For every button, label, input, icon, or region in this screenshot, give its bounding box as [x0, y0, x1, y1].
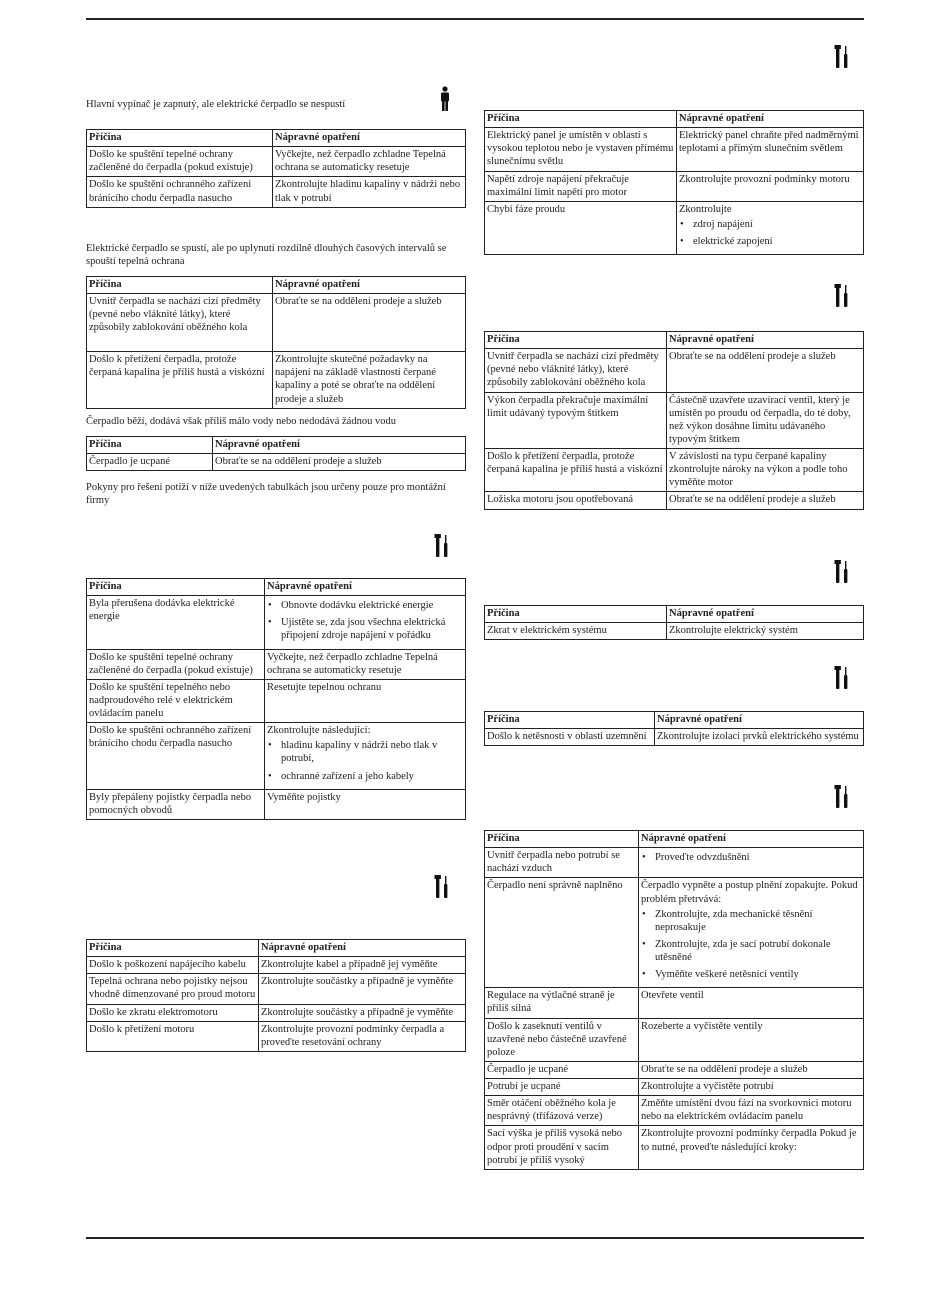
col-cause: Příčina — [485, 111, 677, 128]
col-remedy: Nápravné opatření — [265, 579, 466, 596]
tools-icon — [833, 665, 851, 691]
tools-icon — [433, 874, 451, 900]
table-row: Zkrat v elektrickém systému Zkontrolujte elektrický systém — [485, 623, 864, 640]
table-row: Potrubí je ucpané Zkontrolujte a vyčistěte potrubí — [485, 1079, 864, 1096]
table-right-3 — [484, 605, 864, 640]
table-row: Došlo ke spuštění ochranného zařízení bránícího chodu čerpadla nasucho Zkontrolujte hladinu kapaliny v nádrži nebo tlak v potrubí — [87, 177, 466, 207]
table-row: Došlo k zaseknutí ventilů v uzavřené nebo částečně uzavřené poloze Rozeberte a vyčistěte ventily — [485, 1018, 864, 1061]
table-row: Čerpadlo je ucpané Obraťte se na oddělení prodeje a služeb — [485, 1061, 864, 1078]
table-left-2 — [86, 276, 466, 409]
table-row: Došlo k přetížení motoru Zkontrolujte provozní podmínky čerpadla a proveďte resetování ochrany — [87, 1021, 466, 1051]
tools-icon — [833, 784, 851, 810]
table-right-5 — [484, 830, 864, 1170]
table-row: Čerpadlo je ucpané Obraťte se na oddělení prodeje a služeb — [87, 454, 466, 471]
table-row: Došlo ke spuštění tepelné ochrany začleněné do čerpadla (pokud existuje) Vyčkejte, než čerpadlo zchladne Tepelná ochrana se automaticky resetuje — [87, 649, 466, 679]
table-row: Došlo k netěsnosti v oblasti uzemnění Zkontrolujte izolaci prvků elektrického systému — [485, 729, 864, 746]
table-row: Sací výška je příliš vysoká nebo odpor proti proudění v sacím potrubí je příliš vysoký Zkontrolujte provozní podmínky čerpadla Pokud je to nutné, proveďte následující kroky: — [485, 1126, 864, 1169]
table-left-4 — [86, 578, 466, 820]
person-icon — [436, 86, 454, 112]
col-cause: Příčina — [485, 606, 667, 623]
intro-text: Hlavní vypínač je zapnutý, ale elektrické čerpadlo se nespustí — [86, 99, 346, 110]
col-cause: Příčina — [87, 130, 273, 147]
table-left-1 — [86, 129, 466, 208]
table-row: Uvnitř čerpadla se nachází cizí předměty (pevné nebo vláknité látky), které způsobily zablokování oběžného kola Obraťte se na oddělení prodeje a služeb — [485, 349, 864, 392]
table-right-1 — [484, 110, 864, 255]
bottom-rule — [86, 1237, 864, 1239]
table-row: Tepelná ochrana nebo pojistky nejsou vhodně dimenzované pro proud motoru Zkontrolujte součástky a případně je vyměňte — [87, 974, 466, 1004]
col-cause: Příčina — [485, 332, 667, 349]
table-right-4 — [484, 711, 864, 746]
table-row: Napětí zdroje napájení překračuje maximální limit napětí pro motor Zkontrolujte provozní podmínky motoru — [485, 171, 864, 201]
paragraph: Čerpadlo běží, dodává však příliš málo vody nebo nedodává žádnou vodu — [86, 416, 396, 427]
table-row: Čerpadlo není správně naplněno Čerpadlo vypněte a postup plnění zopakujte. Pokud problém přetrvává: • Zkontrolujte, zda mechanické těsnění neprosakuje • Zkontrolujte, zda je sací potrubí dokonale utěsněné • Vyměňte veškeré netěsnící ventily — [485, 878, 864, 988]
table-row: Došlo ke zkratu elektromotoru Zkontrolujte součástky a případně je vyměňte — [87, 1004, 466, 1021]
col-remedy: Nápravné opatření — [273, 277, 466, 294]
col-cause: Příčina — [87, 579, 265, 596]
table-row: Elektrický panel je umístěn v oblasti s vysokou teplotou nebo je vystaven přímému slunečnímu světlu Elektrický panel chraňte před nadměrnými teplotami a přímým slunečním světlem — [485, 128, 864, 171]
col-remedy: Nápravné opatření — [259, 940, 466, 957]
table-row: Výkon čerpadla překračuje maximální limit udávaný typovým štítkem Částečně uzavřete uzavírací ventil, který je umístěn po proudu od čerpadla, do té doby, než výkon dosáhne limitu udávaného typovým štítkem — [485, 392, 864, 449]
table-row: Uvnitř čerpadla se nachází cizí předměty (pevné nebo vláknité látky), které způsobily zablokování oběžného kola Obraťte se na oddělení prodeje a služeb — [87, 294, 466, 352]
paragraph: Pokyny pro řešení potíží v níže uvedených tabulkách jsou určeny pouze pro montážní firmy — [86, 482, 446, 507]
table-row: Došlo k přetížení čerpadla, protože čerpaná kapalina je příliš hustá a viskózní V závislosti na typu čerpané kapaliny zkontrolujte nároky na výkon a podle toho vyměňte motor — [485, 449, 864, 492]
tools-icon — [833, 559, 851, 585]
col-remedy: Nápravné opatření — [677, 111, 864, 128]
table-row: Uvnitř čerpadla nebo potrubí se nachází vzduch • Proveďte odvzdušnění — [485, 848, 864, 878]
table-row: Byly přepáleny pojistky čerpadla nebo pomocných obvodů Vyměňte pojistky — [87, 789, 466, 819]
col-remedy: Nápravné opatření — [273, 130, 466, 147]
table-row: Došlo k přetížení čerpadla, protože čerpaná kapalina je příliš hustá a viskózní Zkontrolujte skutečné požadavky na napájení na základě vlastností čerpané kapaliny a poté se obraťte na oddělení prodeje a služeb — [87, 352, 466, 409]
col-cause: Příčina — [87, 277, 273, 294]
table-row: Směr otáčení oběžného kola je nesprávný (třífázová verze) Změňte umístění dvou fází na svorkovnici motoru nebo na elektrickém ovládacím panelu — [485, 1096, 864, 1126]
col-remedy: Nápravné opatření — [655, 712, 864, 729]
table-row: Došlo ke spuštění tepelného nebo nadproudového relé v elektrickém ovládacím panelu Resetujte tepelnou ochranu — [87, 679, 466, 722]
col-cause: Příčina — [485, 712, 655, 729]
table-row: Chybí fáze proudu Zkontrolujte • zdroj napájení • elektrické zapojení — [485, 201, 864, 254]
table-right-2 — [484, 331, 864, 510]
table-row: Došlo ke spuštění tepelné ochrany začleněné do čerpadla (pokud existuje) Vyčkejte, než čerpadlo zchladne Tepelná ochrana se automaticky resetuje — [87, 147, 466, 177]
table-row: Došlo ke spuštění ochranného zařízení bránícího chodu čerpadla nasucho Zkontrolujte následující: • hladinu kapaliny v nádrži nebo tlak v potrubí, • ochranné zařízení a jeho kabely — [87, 723, 466, 790]
table-left-5 — [86, 939, 466, 1052]
col-cause: Příčina — [87, 437, 213, 454]
col-remedy: Nápravné opatření — [667, 332, 864, 349]
col-remedy: Nápravné opatření — [639, 831, 864, 848]
col-remedy: Nápravné opatření — [213, 437, 466, 454]
table-left-3 — [86, 436, 466, 471]
paragraph: Elektrické čerpadlo se spustí, ale po uplynutí rozdílně dlouhých časových intervalů se spouští tepelná ochrana — [86, 243, 447, 268]
col-cause: Příčina — [87, 940, 259, 957]
table-row: Byla přerušena dodávka elektrické energie • Obnovte dodávku elektrické energie • Ujistěte se, zda jsou všechna elektrická připojení zdroje napájení v pořádku — [87, 596, 466, 649]
table-row: Regulace na výtlačné straně je příliš silná Otevřete ventil — [485, 988, 864, 1018]
top-rule — [86, 18, 864, 20]
tools-icon — [433, 533, 451, 559]
table-row: Došlo k poškození napájecího kabelu Zkontrolujte kabel a případně jej vyměňte — [87, 957, 466, 974]
tools-icon — [833, 44, 851, 70]
tools-icon — [833, 283, 851, 309]
table-row: Ložiska motoru jsou opotřebovaná Obraťte se na oddělení prodeje a služeb — [485, 492, 864, 509]
col-cause: Příčina — [485, 831, 639, 848]
col-remedy: Nápravné opatření — [667, 606, 864, 623]
